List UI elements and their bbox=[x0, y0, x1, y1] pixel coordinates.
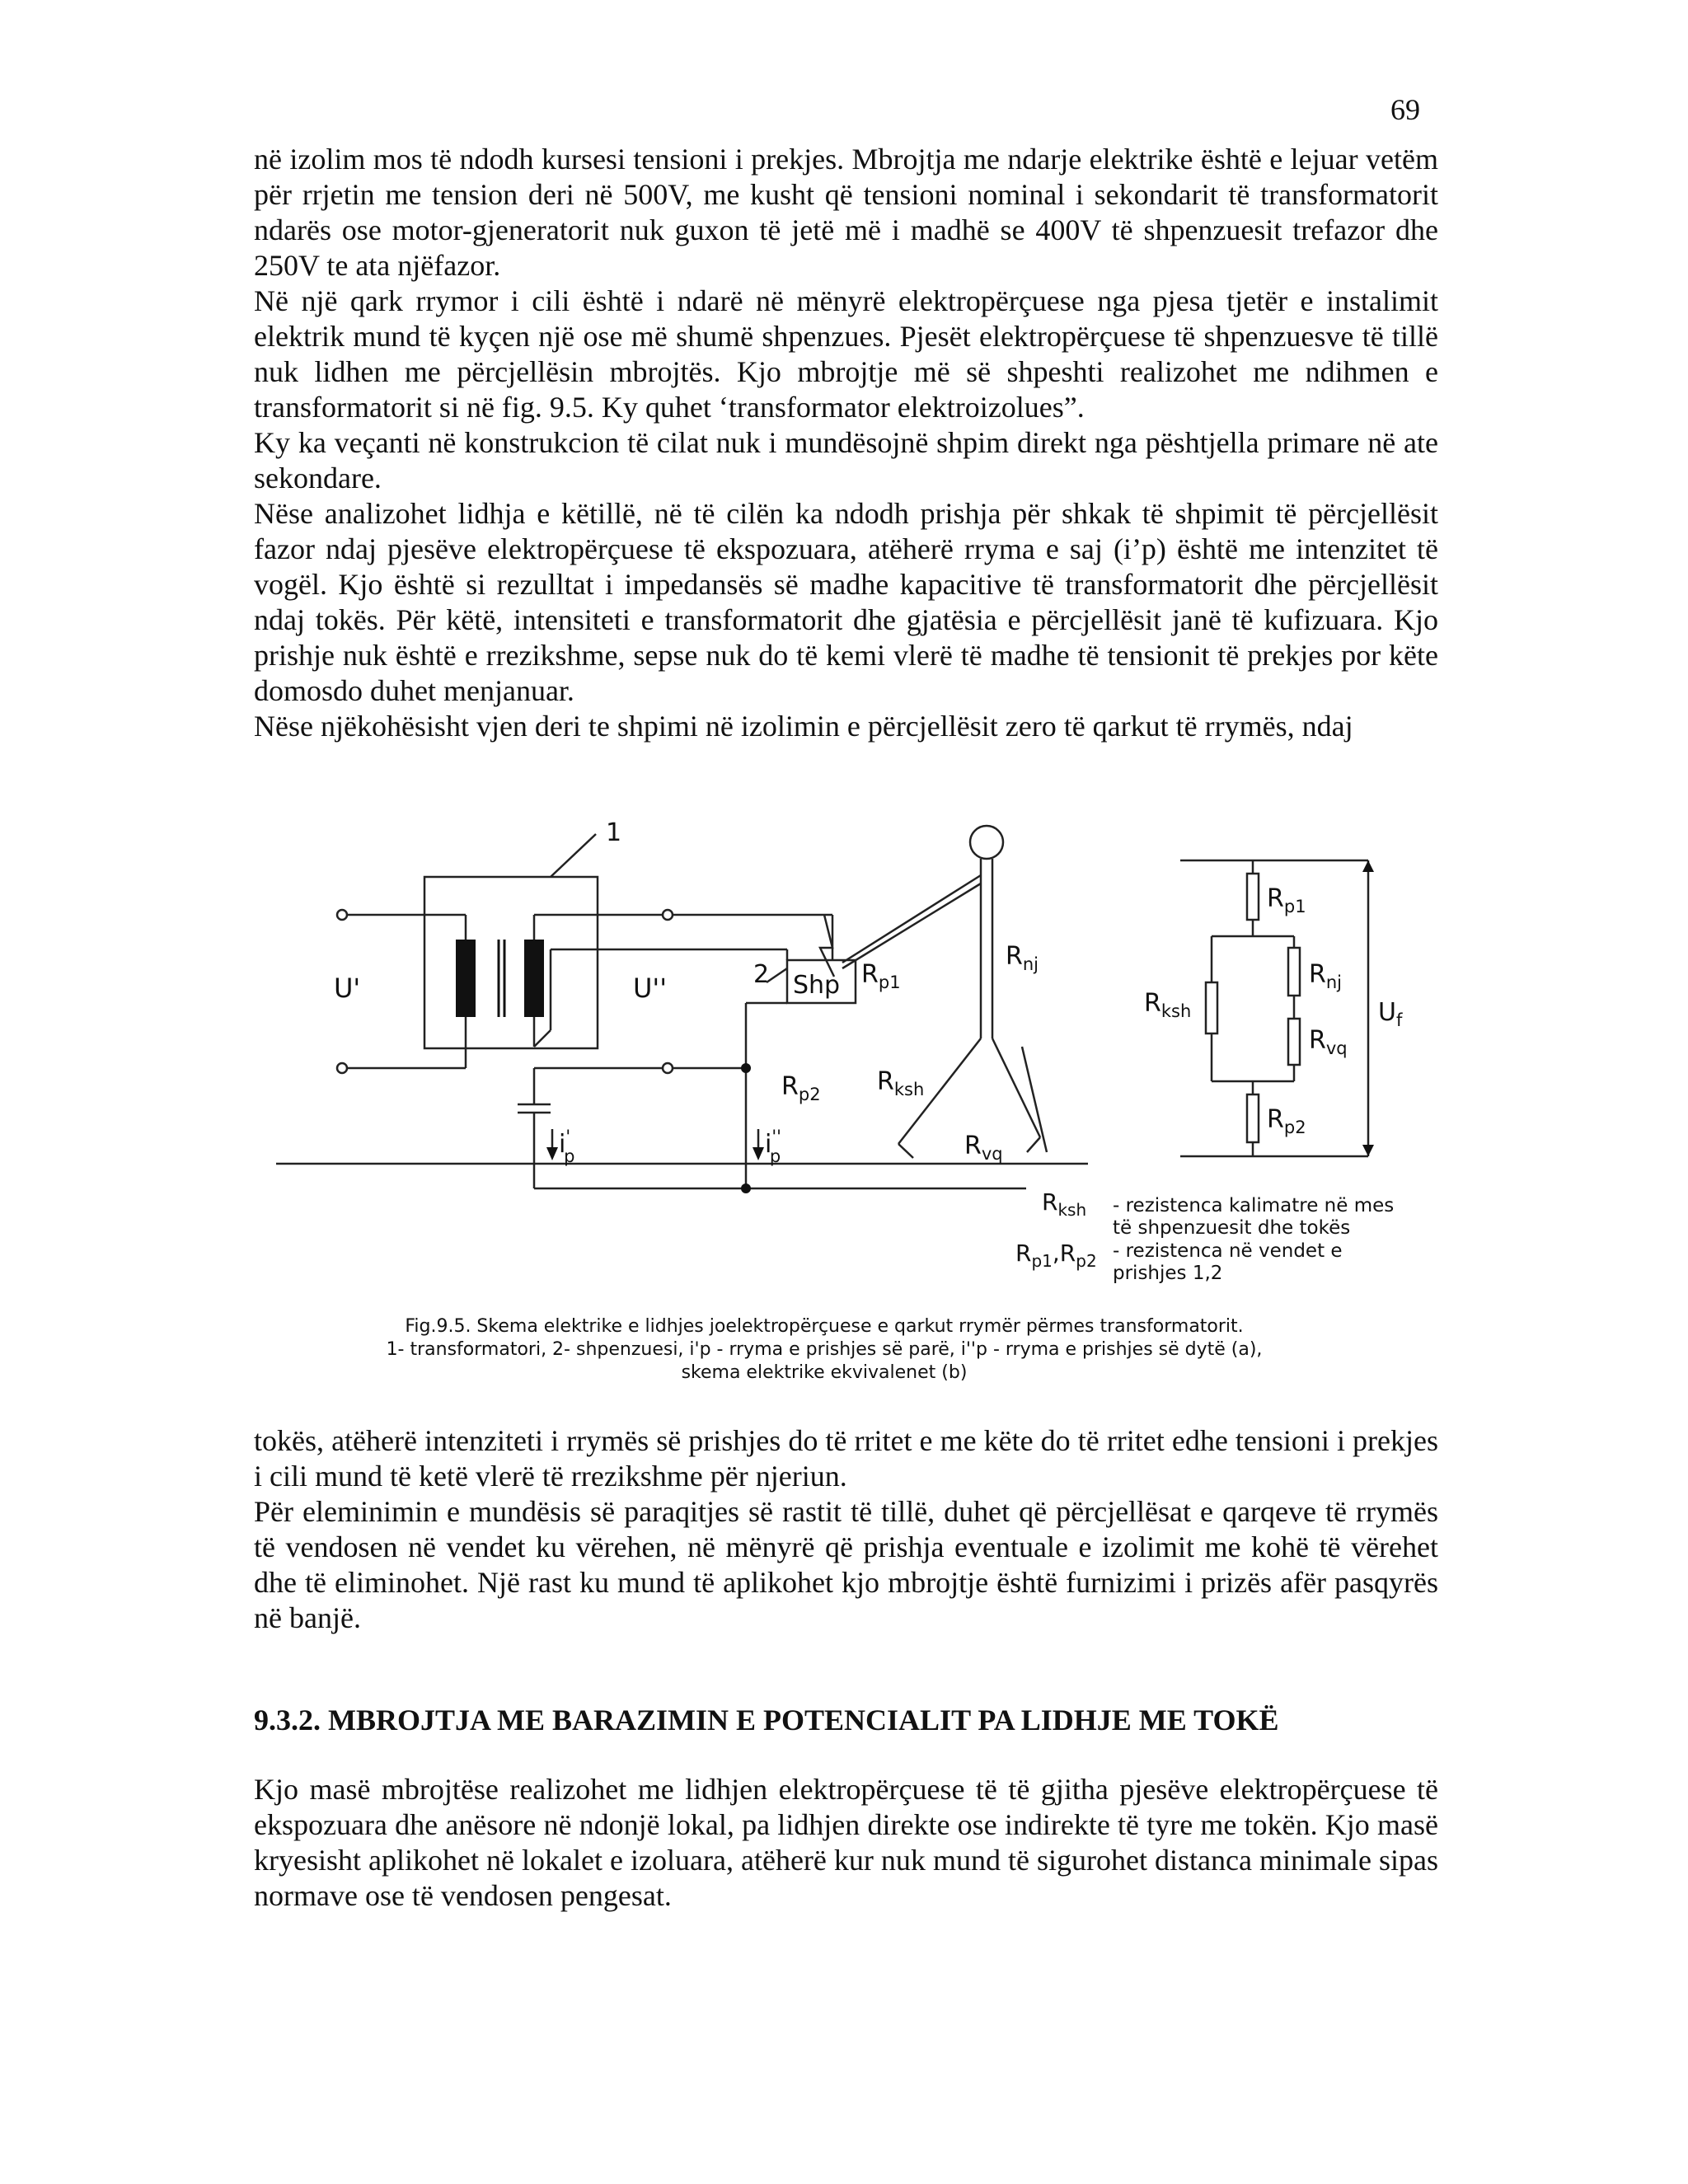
legend-rp-desc-2: prishjes 1,2 bbox=[1113, 1263, 1223, 1284]
label-consumer: 2 bbox=[753, 960, 770, 989]
page-number: 69 bbox=[1390, 93, 1420, 126]
eq-label-rp1: $R_{p1}$ bbox=[1267, 884, 1306, 916]
body-text-top bbox=[254, 142, 1438, 744]
label-transformer: 1 bbox=[606, 818, 622, 847]
caption-line: skema elektrike ekvivalenet (b) bbox=[681, 1362, 968, 1383]
secondary-winding bbox=[524, 940, 544, 1017]
transformer-box bbox=[424, 877, 598, 1048]
label-u-primary: U' bbox=[334, 972, 361, 1004]
legend-rksh-symbol: $R_{ksh}$ bbox=[1042, 1188, 1087, 1220]
legend-rp-desc-1: - rezistenca në vendet e bbox=[1113, 1240, 1343, 1262]
label-i-dprime: i'' p bbox=[765, 1127, 781, 1166]
paragraph: Për eleminimin e mundësis së paraqitjes së rastit të tillë, duhet që përcjellësat e qarqeve të rrymës të vendosen në vendet ku vërehen, në mënyrë që prishja eventuale e izolimit me kohë të vërehet dhe të eliminohet. Një rast ku mund të aplikohet kjo mbrojtje është furnizimi i prizës afër pasqyrës në banjë. bbox=[254, 1495, 1438, 1634]
paragraph: Në një qark rrymor i cili është i ndarë në mënyrë elektropërçuese nga pjesa tjetër e instalimit elektrik mund të kyçen një ose më shumë shpenzues. Pjesët elektropërçuese të shpenzuesve të tillë nuk lidhen me përcjellësin mbrojtës. Kjo mbrojtje më së shpeshti realizohet me ndihmen e transformatorit si në fig. 9.5. Ky quhet ‘transformator elektroizolues”. bbox=[254, 284, 1438, 424]
eq-label-uf: $U_f$ bbox=[1378, 998, 1403, 1030]
label-u-secondary: U'' bbox=[633, 972, 668, 1004]
paragraph: Nëse analizohet lidhja e këtillë, në të cilën ka ndodh prishja për shkak të shpimit të përcjellësit fazor ndaj pjesëve elektropërçuese të ekspozuara, atëherë rryma e saj (i’p) është me intenzitet të vogël. Kjo është si rezulltat i impedansës së madhe kapacitive të transformatorit dhe përcjellësit ndaj tokës. Për këtë, intensiteti e transformatorit dhe gjatësia e përcjellësit janë të kufizuara. Kjo prishje nuk është e rrezikshme, sepse nuk do të kemi vlerë të madhe të tensionit të prekjes por këte domosdo duhet menjanuar. bbox=[254, 497, 1438, 707]
resistor-rksh bbox=[1206, 982, 1217, 1033]
paragraph: në izolim mos të ndodh kursesi tensioni i prekjes. Mbrojtja me ndarje elektrike është e lejuar vetëm për rrjetin me tension deri në 500V, me kusht që tensioni nominal i sekondarit të transformatorit ndarës ose motor-gjeneratorit nuk guxon të jetë më i madhë se 400V të shpenzuesit trefazor dhe 250V te ata njëfazor. bbox=[254, 143, 1438, 282]
caption-line: Fig.9.5. Skema elektrike e lidhjes joelektropërçuese e qarkut rrymër përmes transformatorit. bbox=[405, 1316, 1244, 1337]
section-heading: 9.3.2. MBROJTJA ME BARAZIMIN E POTENCIALIT PA LIDHJE ME TOKË bbox=[254, 1704, 1279, 1736]
eq-label-rnj: $R_{nj}$ bbox=[1309, 960, 1343, 992]
paragraph: Nëse njëkohësisht vjen deri te shpimi në izolimin e përcjellësit zero të qarkut të rrymës, ndaj bbox=[254, 710, 1353, 743]
primary-winding bbox=[456, 940, 476, 1017]
label-rksh: $R_{ksh}$ bbox=[877, 1067, 925, 1099]
legend-rp-symbol: $R_{p1},R_{p2}$ bbox=[1015, 1240, 1097, 1271]
body-text-bottom bbox=[254, 1423, 1438, 1636]
body-text-last bbox=[254, 1772, 1438, 1914]
legend-rksh-desc-2: të shpenzuesit dhe tokës bbox=[1113, 1217, 1351, 1239]
label-rnj: $R_{nj}$ bbox=[1006, 942, 1039, 974]
label-shp: Shp bbox=[793, 971, 841, 1000]
eq-label-rp2: $R_{p2}$ bbox=[1267, 1105, 1306, 1137]
caption-line: 1- transformatori, 2- shpenzuesi, i'p - rryma e prishjes së parë, i''p - rryma e prishjes së dytë (a), bbox=[386, 1339, 1263, 1360]
resistor-rnj bbox=[1288, 948, 1300, 996]
figure-caption bbox=[288, 1315, 1360, 1385]
label-rvq: $R_{vq}$ bbox=[964, 1132, 1003, 1164]
resistor-rvq bbox=[1288, 1019, 1300, 1065]
label-rp2: $R_{p2}$ bbox=[781, 1072, 821, 1104]
eq-label-rksh: $R_{ksh}$ bbox=[1144, 989, 1192, 1021]
resistor-rp1 bbox=[1247, 874, 1259, 920]
resistor-rp2 bbox=[1247, 1094, 1259, 1142]
label-i-prime: i' p bbox=[559, 1127, 575, 1166]
legend-rksh-desc-1: - rezistenca kalimatre në mes bbox=[1113, 1195, 1395, 1216]
paragraph: Ky ka veçanti në konstrukcion të cilat nuk i mundësojnë shpim direkt nga pështjella primare në ate sekondare. bbox=[254, 426, 1438, 494]
eq-label-rvq: $R_{vq}$ bbox=[1309, 1026, 1348, 1058]
paragraph: Kjo masë mbrojtëse realizohet me lidhjen elektropërçuese të të gjitha pjesëve elektropërçuese të ekspozuara dhe anësore në ndonjë lokal, pa lidhjen direkte ose indirekte të tyre me tokën. Kjo masë kryesisht aplikohet në lokalet e izoluara, atëherë kur nuk mund të sigurohet distanca minimale sipas normave ose të vendosen pengesat. bbox=[254, 1773, 1438, 1912]
person-head bbox=[970, 826, 1003, 859]
circuit-figure bbox=[0, 808, 1688, 1319]
label-rp1: $R_{p1}$ bbox=[861, 960, 901, 992]
paragraph: tokës, atëherë intenziteti i rrymës së prishjes do të rritet e me këte do të rritet edhe tensioni i prekjes i cili mund të ketë vlerë të rrezikshme për njeriun. bbox=[254, 1424, 1438, 1493]
